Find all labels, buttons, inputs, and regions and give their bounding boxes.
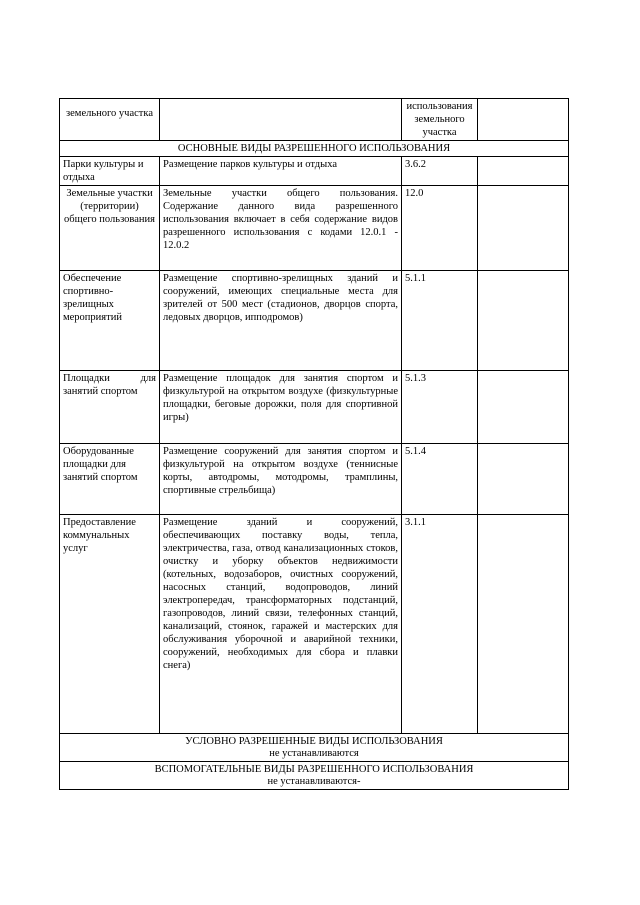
row-description: Размещение спортивно-зрелищных зданий и сооружений, имеющих специальные места для зрителей от 500 мест (стадионов, дворцов спорта, ледовых дворцов, ипподромов)	[160, 271, 402, 371]
row-code: 12.0	[402, 186, 478, 271]
section-auxiliary-note: не устанавливаются-	[267, 776, 361, 787]
row-code: 5.1.1	[402, 271, 478, 371]
section-conditional	[60, 734, 569, 762]
row-name: Предоставление коммунальных услуг	[60, 515, 160, 734]
row-description: Земельные участки общего пользования. Содержание данного вида разрешенного использования включает в себя содержание видов разрешенного использования с кодами 12.0.1 - 12.0.2	[160, 186, 402, 271]
row-name: Площадки для занятий спортом	[60, 371, 160, 444]
table-row	[60, 444, 569, 515]
row-code: 3.1.1	[402, 515, 478, 734]
row-empty	[478, 157, 569, 186]
table-row	[60, 157, 569, 186]
row-empty	[478, 444, 569, 515]
row-description: Размещение парков культуры и отдыха	[160, 157, 402, 186]
row-name: Оборудованные площадки для занятий спортом	[60, 444, 160, 515]
section-auxiliary	[60, 762, 569, 790]
row-empty	[478, 271, 569, 371]
section-conditional-note: не устанавливаются	[269, 748, 359, 759]
header-col2	[160, 99, 402, 141]
row-empty	[478, 186, 569, 271]
section-main-title: ОСНОВНЫЕ ВИДЫ РАЗРЕШЕННОГО ИСПОЛЬЗОВАНИЯ	[60, 141, 569, 157]
header-col3: использования земельного участка	[402, 99, 478, 141]
row-name: Обеспечение спортивно-зрелищных мероприятий	[60, 271, 160, 371]
row-name: Парки культуры и отдыха	[60, 157, 160, 186]
header-row	[60, 99, 569, 141]
table-row	[60, 371, 569, 444]
section-main-row	[60, 141, 569, 157]
table-row	[60, 515, 569, 734]
row-empty	[478, 371, 569, 444]
row-empty	[478, 515, 569, 734]
row-code: 5.1.3	[402, 371, 478, 444]
row-description: Размещение зданий и сооружений, обеспечивающих поставку воды, тепла, электричества, газа, отвод канализационных стоков, очистку и уборку объектов недвижимости (котельных, водозаборов, очистных сооружений, насосных станций, водопроводов, линий электропередач, трансформаторных подстанций, газопроводов, линий связи, телефонных станций, канализаций, стоянок, гаражей и мастерских для обслуживания уборочной и аварийной техники, сооружений, необходимых для сбора и плавки снега)	[160, 515, 402, 734]
section-auxiliary-row	[60, 762, 569, 790]
table-row	[60, 271, 569, 371]
header-col1: земельного участка	[60, 99, 160, 141]
section-conditional-title: УСЛОВНО РАЗРЕШЕННЫЕ ВИДЫ ИСПОЛЬЗОВАНИЯ	[185, 736, 443, 747]
row-description: Размещение площадок для занятия спортом и физкультурой на открытом воздухе (физкультурные площадки, беговые дорожки, поля для спортивной игры)	[160, 371, 402, 444]
land-use-table	[59, 98, 569, 790]
header-col4	[478, 99, 569, 141]
section-auxiliary-title: ВСПОМОГАТЕЛЬНЫЕ ВИДЫ РАЗРЕШЕННОГО ИСПОЛЬЗОВАНИЯ	[154, 764, 474, 775]
row-description: Размещение сооружений для занятия спортом и физкультурой на открытом воздухе (теннисные корты, автодромы, мотодромы, трамплины, спортивные стрельбища)	[160, 444, 402, 515]
row-code: 3.6.2	[402, 157, 478, 186]
section-conditional-row	[60, 734, 569, 762]
row-name: Земельные участки (территории) общего пользования	[60, 186, 160, 271]
row-code: 5.1.4	[402, 444, 478, 515]
table-row	[60, 186, 569, 271]
